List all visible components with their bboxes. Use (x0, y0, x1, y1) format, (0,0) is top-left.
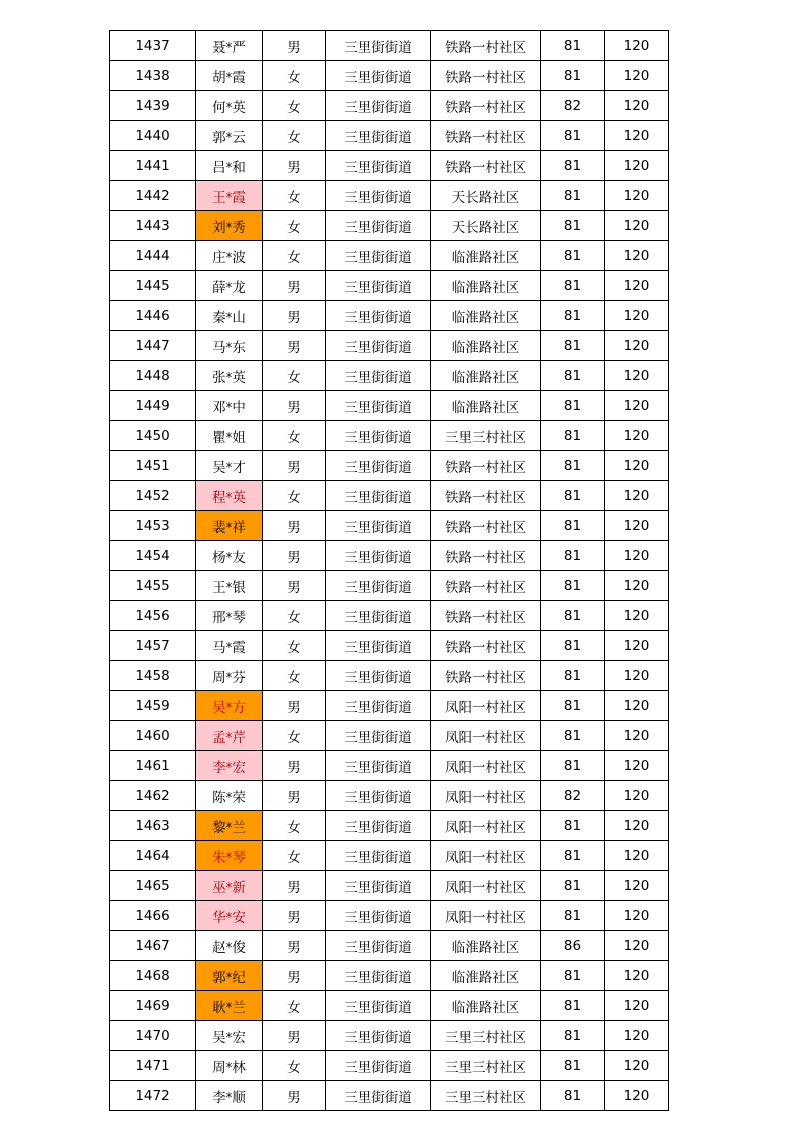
cell-amount: 120 (605, 331, 669, 361)
cell-name: 赵*俊 (196, 931, 263, 961)
cell-amount: 120 (605, 751, 669, 781)
table-row (110, 811, 669, 841)
cell-age: 81 (541, 61, 605, 91)
table-row (110, 571, 669, 601)
cell-community: 凤阳一村社区 (431, 721, 541, 751)
cell-id: 1442 (110, 181, 196, 211)
table-row (110, 781, 669, 811)
cell-amount: 120 (605, 361, 669, 391)
cell-community: 铁路一村社区 (431, 31, 541, 61)
cell-community: 凤阳一村社区 (431, 691, 541, 721)
cell-amount: 120 (605, 571, 669, 601)
cell-community: 铁路一村社区 (431, 91, 541, 121)
cell-amount: 120 (605, 781, 669, 811)
cell-id: 1461 (110, 751, 196, 781)
cell-community: 临淮路社区 (431, 961, 541, 991)
cell-gender: 女 (263, 421, 326, 451)
cell-street: 三里街街道 (326, 181, 431, 211)
cell-id: 1463 (110, 811, 196, 841)
cell-id: 1443 (110, 211, 196, 241)
cell-name: 邓*中 (196, 391, 263, 421)
cell-id: 1457 (110, 631, 196, 661)
cell-gender: 男 (263, 751, 326, 781)
cell-amount: 120 (605, 931, 669, 961)
cell-gender: 男 (263, 451, 326, 481)
cell-gender: 女 (263, 991, 326, 1021)
cell-amount: 120 (605, 901, 669, 931)
table-row (110, 451, 669, 481)
cell-id: 1453 (110, 511, 196, 541)
cell-id: 1454 (110, 541, 196, 571)
table-row (110, 511, 669, 541)
cell-name: 周*芬 (196, 661, 263, 691)
cell-gender: 女 (263, 211, 326, 241)
cell-name: 华*安 (196, 901, 263, 931)
table-row (110, 541, 669, 571)
cell-community: 天长路社区 (431, 211, 541, 241)
cell-gender: 女 (263, 121, 326, 151)
cell-street: 三里街街道 (326, 601, 431, 631)
cell-gender: 男 (263, 961, 326, 991)
cell-amount: 120 (605, 451, 669, 481)
cell-community: 凤阳一村社区 (431, 901, 541, 931)
cell-street: 三里街街道 (326, 271, 431, 301)
table-row (110, 391, 669, 421)
cell-gender: 女 (263, 1051, 326, 1081)
cell-gender: 女 (263, 811, 326, 841)
cell-street: 三里街街道 (326, 391, 431, 421)
table-row (110, 151, 669, 181)
cell-age: 81 (541, 841, 605, 871)
cell-gender: 女 (263, 181, 326, 211)
table-row (110, 61, 669, 91)
cell-street: 三里街街道 (326, 541, 431, 571)
cell-age: 81 (541, 511, 605, 541)
cell-community: 铁路一村社区 (431, 661, 541, 691)
cell-id: 1450 (110, 421, 196, 451)
cell-amount: 120 (605, 541, 669, 571)
cell-name: 庄*波 (196, 241, 263, 271)
cell-name: 李*顺 (196, 1081, 263, 1111)
cell-id: 1458 (110, 661, 196, 691)
table-row (110, 361, 669, 391)
cell-street: 三里街街道 (326, 871, 431, 901)
cell-age: 81 (541, 541, 605, 571)
cell-id: 1470 (110, 1021, 196, 1051)
table-row (110, 211, 669, 241)
table-row (110, 1021, 669, 1051)
cell-amount: 120 (605, 631, 669, 661)
cell-gender: 女 (263, 721, 326, 751)
cell-id: 1456 (110, 601, 196, 631)
cell-amount: 120 (605, 181, 669, 211)
table-row (110, 1081, 669, 1111)
cell-street: 三里街街道 (326, 61, 431, 91)
records-table (109, 30, 669, 1111)
cell-amount: 120 (605, 211, 669, 241)
cell-street: 三里街街道 (326, 121, 431, 151)
cell-name: 周*林 (196, 1051, 263, 1081)
cell-id: 1441 (110, 151, 196, 181)
cell-age: 81 (541, 181, 605, 211)
cell-street: 三里街街道 (326, 751, 431, 781)
cell-community: 铁路一村社区 (431, 121, 541, 151)
cell-age: 81 (541, 811, 605, 841)
cell-id: 1472 (110, 1081, 196, 1111)
cell-gender: 女 (263, 601, 326, 631)
cell-street: 三里街街道 (326, 811, 431, 841)
cell-name: 朱*琴 (196, 841, 263, 871)
cell-age: 81 (541, 31, 605, 61)
cell-name: 秦*山 (196, 301, 263, 331)
cell-id: 1459 (110, 691, 196, 721)
cell-street: 三里街街道 (326, 211, 431, 241)
cell-community: 凤阳一村社区 (431, 781, 541, 811)
cell-age: 81 (541, 691, 605, 721)
cell-community: 天长路社区 (431, 181, 541, 211)
cell-name: 吕*和 (196, 151, 263, 181)
cell-community: 凤阳一村社区 (431, 811, 541, 841)
cell-name: 郭*云 (196, 121, 263, 151)
cell-gender: 女 (263, 481, 326, 511)
table-row (110, 721, 669, 751)
cell-id: 1455 (110, 571, 196, 601)
cell-age: 81 (541, 1081, 605, 1111)
cell-street: 三里街街道 (326, 991, 431, 1021)
cell-amount: 120 (605, 1021, 669, 1051)
cell-community: 凤阳一村社区 (431, 751, 541, 781)
cell-street: 三里街街道 (326, 511, 431, 541)
cell-name: 刘*秀 (196, 211, 263, 241)
cell-id: 1471 (110, 1051, 196, 1081)
cell-street: 三里街街道 (326, 901, 431, 931)
cell-gender: 男 (263, 901, 326, 931)
cell-name: 吴*才 (196, 451, 263, 481)
cell-street: 三里街街道 (326, 841, 431, 871)
cell-amount: 120 (605, 391, 669, 421)
cell-age: 81 (541, 301, 605, 331)
cell-age: 81 (541, 631, 605, 661)
cell-age: 81 (541, 661, 605, 691)
cell-amount: 120 (605, 721, 669, 751)
cell-amount: 120 (605, 991, 669, 1021)
table-row (110, 931, 669, 961)
cell-amount: 120 (605, 601, 669, 631)
cell-street: 三里街街道 (326, 1081, 431, 1111)
cell-gender: 男 (263, 391, 326, 421)
cell-community: 三里三村社区 (431, 1021, 541, 1051)
cell-street: 三里街街道 (326, 331, 431, 361)
cell-amount: 120 (605, 91, 669, 121)
cell-id: 1462 (110, 781, 196, 811)
cell-id: 1438 (110, 61, 196, 91)
cell-gender: 男 (263, 541, 326, 571)
cell-age: 81 (541, 991, 605, 1021)
cell-amount: 120 (605, 271, 669, 301)
cell-age: 81 (541, 361, 605, 391)
cell-street: 三里街街道 (326, 1021, 431, 1051)
table-row (110, 751, 669, 781)
cell-name: 王*霞 (196, 181, 263, 211)
cell-community: 铁路一村社区 (431, 481, 541, 511)
cell-age: 81 (541, 481, 605, 511)
cell-age: 81 (541, 721, 605, 751)
cell-age: 81 (541, 1021, 605, 1051)
cell-name: 薛*龙 (196, 271, 263, 301)
cell-gender: 男 (263, 511, 326, 541)
cell-gender: 男 (263, 781, 326, 811)
cell-street: 三里街街道 (326, 421, 431, 451)
cell-community: 临淮路社区 (431, 301, 541, 331)
cell-id: 1451 (110, 451, 196, 481)
cell-gender: 男 (263, 331, 326, 361)
cell-street: 三里街街道 (326, 661, 431, 691)
cell-gender: 男 (263, 271, 326, 301)
table-row (110, 631, 669, 661)
cell-community: 铁路一村社区 (431, 511, 541, 541)
cell-community: 三里三村社区 (431, 1051, 541, 1081)
cell-amount: 120 (605, 241, 669, 271)
cell-age: 81 (541, 391, 605, 421)
table-row (110, 481, 669, 511)
cell-gender: 女 (263, 241, 326, 271)
cell-id: 1467 (110, 931, 196, 961)
cell-community: 三里三村社区 (431, 421, 541, 451)
cell-gender: 男 (263, 1021, 326, 1051)
table-row (110, 91, 669, 121)
cell-street: 三里街街道 (326, 931, 431, 961)
table-row (110, 661, 669, 691)
table-row (110, 691, 669, 721)
cell-community: 临淮路社区 (431, 391, 541, 421)
cell-id: 1468 (110, 961, 196, 991)
cell-id: 1469 (110, 991, 196, 1021)
cell-id: 1447 (110, 331, 196, 361)
cell-name: 王*银 (196, 571, 263, 601)
cell-name: 吴*宏 (196, 1021, 263, 1051)
cell-name: 邢*琴 (196, 601, 263, 631)
cell-age: 81 (541, 421, 605, 451)
cell-community: 凤阳一村社区 (431, 871, 541, 901)
cell-amount: 120 (605, 1051, 669, 1081)
cell-gender: 男 (263, 31, 326, 61)
cell-amount: 120 (605, 481, 669, 511)
cell-street: 三里街街道 (326, 781, 431, 811)
cell-name: 巫*新 (196, 871, 263, 901)
cell-name: 程*英 (196, 481, 263, 511)
cell-id: 1437 (110, 31, 196, 61)
cell-gender: 女 (263, 361, 326, 391)
table-row (110, 901, 669, 931)
cell-street: 三里街街道 (326, 31, 431, 61)
table-row (110, 841, 669, 871)
cell-gender: 男 (263, 301, 326, 331)
cell-street: 三里街街道 (326, 481, 431, 511)
cell-id: 1448 (110, 361, 196, 391)
cell-age: 81 (541, 241, 605, 271)
cell-street: 三里街街道 (326, 961, 431, 991)
table-body (110, 31, 669, 1111)
cell-gender: 女 (263, 91, 326, 121)
cell-name: 胡*霞 (196, 61, 263, 91)
cell-name: 瞿*姐 (196, 421, 263, 451)
cell-age: 81 (541, 151, 605, 181)
cell-gender: 男 (263, 571, 326, 601)
cell-name: 耿*兰 (196, 991, 263, 1021)
cell-street: 三里街街道 (326, 571, 431, 601)
table-row (110, 181, 669, 211)
cell-gender: 女 (263, 661, 326, 691)
cell-name: 吴*方 (196, 691, 263, 721)
cell-amount: 120 (605, 151, 669, 181)
cell-community: 铁路一村社区 (431, 571, 541, 601)
cell-community: 铁路一村社区 (431, 541, 541, 571)
cell-id: 1464 (110, 841, 196, 871)
cell-age: 81 (541, 601, 605, 631)
table-row (110, 871, 669, 901)
cell-community: 临淮路社区 (431, 271, 541, 301)
table-row (110, 301, 669, 331)
cell-name: 聂*严 (196, 31, 263, 61)
cell-age: 82 (541, 781, 605, 811)
cell-street: 三里街街道 (326, 1051, 431, 1081)
cell-name: 何*英 (196, 91, 263, 121)
cell-id: 1452 (110, 481, 196, 511)
table-row (110, 331, 669, 361)
cell-age: 81 (541, 271, 605, 301)
cell-street: 三里街街道 (326, 151, 431, 181)
cell-age: 82 (541, 91, 605, 121)
table-row (110, 991, 669, 1021)
cell-id: 1460 (110, 721, 196, 751)
table-row (110, 601, 669, 631)
table-row (110, 121, 669, 151)
cell-amount: 120 (605, 841, 669, 871)
cell-amount: 120 (605, 421, 669, 451)
cell-id: 1446 (110, 301, 196, 331)
cell-name: 陈*荣 (196, 781, 263, 811)
cell-amount: 120 (605, 1081, 669, 1111)
cell-name: 杨*友 (196, 541, 263, 571)
cell-gender: 女 (263, 61, 326, 91)
table-row (110, 241, 669, 271)
cell-id: 1466 (110, 901, 196, 931)
cell-amount: 120 (605, 301, 669, 331)
cell-age: 81 (541, 331, 605, 361)
cell-age: 81 (541, 451, 605, 481)
cell-id: 1465 (110, 871, 196, 901)
cell-amount: 120 (605, 661, 669, 691)
cell-age: 81 (541, 871, 605, 901)
cell-gender: 女 (263, 841, 326, 871)
cell-name: 裴*祥 (196, 511, 263, 541)
cell-name: 马*霞 (196, 631, 263, 661)
cell-age: 81 (541, 961, 605, 991)
cell-id: 1439 (110, 91, 196, 121)
cell-name: 李*宏 (196, 751, 263, 781)
cell-community: 三里三村社区 (431, 1081, 541, 1111)
cell-age: 86 (541, 931, 605, 961)
cell-name: 马*东 (196, 331, 263, 361)
cell-street: 三里街街道 (326, 691, 431, 721)
cell-amount: 120 (605, 121, 669, 151)
table-row (110, 271, 669, 301)
cell-gender: 男 (263, 151, 326, 181)
cell-street: 三里街街道 (326, 301, 431, 331)
table-row (110, 421, 669, 451)
cell-community: 铁路一村社区 (431, 61, 541, 91)
cell-age: 81 (541, 211, 605, 241)
cell-amount: 120 (605, 31, 669, 61)
cell-name: 张*英 (196, 361, 263, 391)
table-row (110, 961, 669, 991)
cell-gender: 男 (263, 691, 326, 721)
cell-gender: 男 (263, 1081, 326, 1111)
cell-community: 临淮路社区 (431, 931, 541, 961)
cell-gender: 女 (263, 631, 326, 661)
cell-name: 黎*兰 (196, 811, 263, 841)
cell-id: 1445 (110, 271, 196, 301)
cell-id: 1444 (110, 241, 196, 271)
cell-community: 临淮路社区 (431, 361, 541, 391)
cell-community: 铁路一村社区 (431, 151, 541, 181)
cell-community: 铁路一村社区 (431, 601, 541, 631)
cell-community: 临淮路社区 (431, 241, 541, 271)
cell-age: 81 (541, 1051, 605, 1081)
cell-street: 三里街街道 (326, 241, 431, 271)
cell-amount: 120 (605, 511, 669, 541)
cell-gender: 男 (263, 871, 326, 901)
cell-amount: 120 (605, 961, 669, 991)
cell-amount: 120 (605, 811, 669, 841)
cell-community: 临淮路社区 (431, 331, 541, 361)
cell-amount: 120 (605, 61, 669, 91)
cell-id: 1449 (110, 391, 196, 421)
cell-age: 81 (541, 571, 605, 601)
cell-age: 81 (541, 121, 605, 151)
cell-street: 三里街街道 (326, 361, 431, 391)
cell-street: 三里街街道 (326, 451, 431, 481)
cell-age: 81 (541, 751, 605, 781)
cell-community: 铁路一村社区 (431, 451, 541, 481)
table-row (110, 31, 669, 61)
cell-street: 三里街街道 (326, 721, 431, 751)
cell-street: 三里街街道 (326, 91, 431, 121)
cell-community: 临淮路社区 (431, 991, 541, 1021)
cell-amount: 120 (605, 871, 669, 901)
cell-community: 凤阳一村社区 (431, 841, 541, 871)
table-row (110, 1051, 669, 1081)
cell-name: 郭*纪 (196, 961, 263, 991)
cell-amount: 120 (605, 691, 669, 721)
cell-age: 81 (541, 901, 605, 931)
cell-id: 1440 (110, 121, 196, 151)
cell-community: 铁路一村社区 (431, 631, 541, 661)
cell-gender: 男 (263, 931, 326, 961)
cell-street: 三里街街道 (326, 631, 431, 661)
cell-name: 孟*芹 (196, 721, 263, 751)
